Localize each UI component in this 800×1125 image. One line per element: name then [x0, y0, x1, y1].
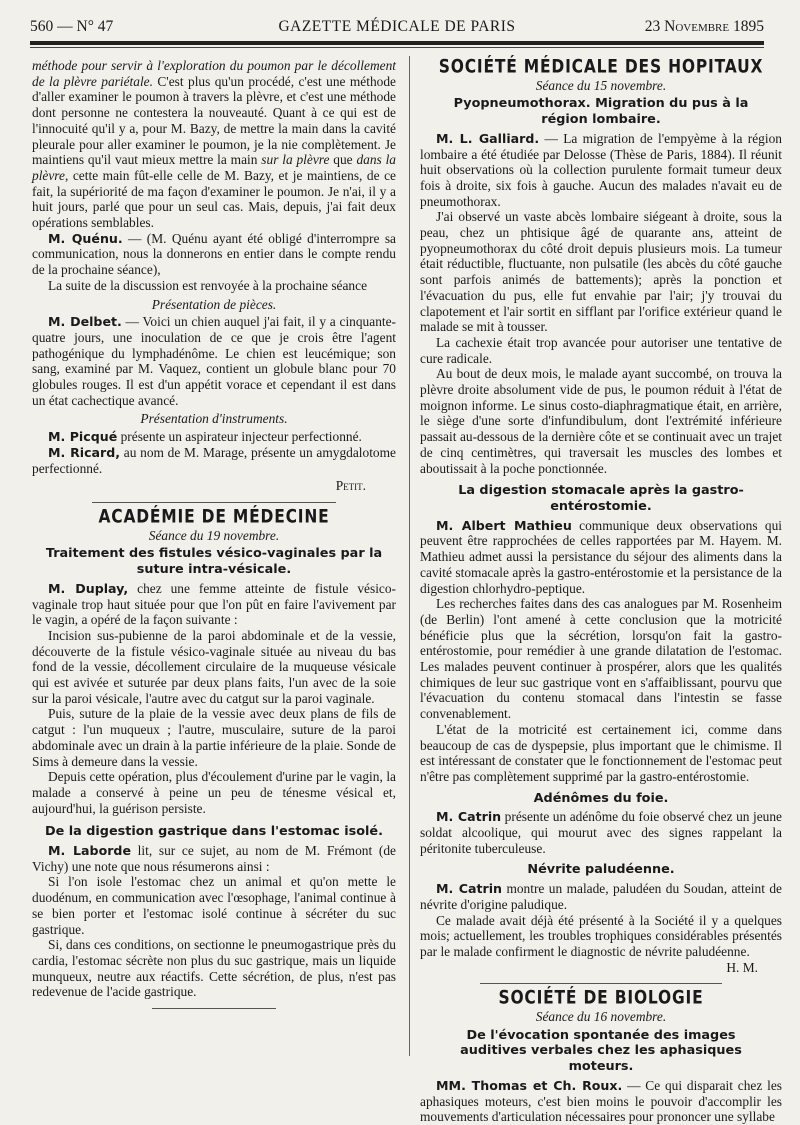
- paragraph-catrin-1: [420, 809, 782, 856]
- paragraph-ce-malade: Ce malade avait déjà été présenté à la Société il y a quelques mois; actuellement, les troubles trophiques considérables présentés par le malade confirment le diagnostic de névrite paludéenne.: [420, 912, 782, 959]
- text-segment: que: [329, 152, 357, 168]
- italic-dans-plevre: dans la plèvre: [32, 152, 396, 183]
- paragraph-picque: [32, 429, 396, 445]
- speaker-catrin: M. Catrin: [436, 881, 503, 897]
- pyopneumothorax-title: Pyopneumothorax. Migration du pus à la région lombaire.: [453, 96, 749, 128]
- paragraph-mathieu: [420, 518, 782, 597]
- italic-methode: méthode pour servir à l'exploration du poumon par le décollement de la plèvre pariétale.: [32, 58, 396, 89]
- paragraph-puis: Puis, suture de la plaie de la vessie avec deux plans de fils de catgut : l'un muqueux ; l'autre, musculaire, suture de la paroi abdominale avec un drain à la partie inférieure de la plaie. Sonde de Sims à demeure dans la vessie.: [32, 706, 396, 769]
- heading-presentation-pieces: Présentation de pièces.: [151, 296, 277, 312]
- text-segment: au nom de M. Marage, présente un amygdalotome perfectionné.: [32, 444, 396, 476]
- header-rule-thin: [30, 47, 764, 48]
- speaker-duplay: M. Duplay,: [48, 580, 129, 596]
- speaker-laborde: M. Laborde: [48, 843, 131, 859]
- paragraph-recherches: Les recherches faites dans des cas analogues par M. Rosenheim (de Berlin) l'ont amené à cette conclusion que la motricité bénéficie plus que la sécrétion, lorsqu'on fait la gastro-entérostomie, pour remédier à une grande dilatation de l'estomac. Les malades peuvent continuer à prospérer, alors que les qualités chimiques de leur suc gastrique vont en s'affaiblissant, pourvu que l'évacuation du contenu stomacal dans l'intestin se fasse convenablement.: [420, 596, 782, 722]
- speaker-mathieu: M. Albert Mathieu: [436, 517, 572, 533]
- paragraph-suite: La suite de la discussion est renvoyée à la prochaine séance: [48, 277, 368, 293]
- academie-title: ACADÉMIE DE MÉDECINE: [98, 506, 330, 528]
- evocation-title: De l'évocation spontanée des images auditives verbales chez les aphasiques moteurs.: [460, 1027, 742, 1075]
- paragraph-depuis: Depuis cette opération, plus d'écoulement d'urine par le vagin, la malade a conservé à peine un peu de ténesme vésical et, aujourd'hui, la guérison persiste.: [32, 769, 396, 816]
- text-segment: C'est plus qu'un procédé, c'est une méthode d'aller examiner le poumon à travers la plèvre, et c'est une méthode dont personne ne contestera la nouveauté. Quant à ce qui est de l'innocuité qu'il y a, pour M. Bazy, de mettre la main dans la cavité pleurale pour aller examiner le poumon, je la nie complètement. Je maintiens qu'il vaut mieux mettre la main: [32, 73, 396, 168]
- speaker-delbet: M. Delbet.: [48, 314, 122, 330]
- text-segment: communique deux observations qui peuvent être rapprochées de celles rapportées par M. Hayem. M. Mathieu admet aussi la persistance du séjour des aliments dans la cavité stomacale après la gastro-entérostomie et la persistance de la digestion chlorhydro-peptique.: [420, 517, 782, 596]
- paragraph-si-2: Si, dans ces conditions, on sectionne le pneumogastrique près du cardia, l'estomac sécrète non plus du suc gastrique, mais un liquide munqueux, neutre aux réactifs. Cette sécrétion, de plus, n'est pas redevenue de l'acide gastrique.: [32, 937, 396, 1000]
- signature-petit: Petit.: [335, 478, 366, 494]
- text-segment: chez une femme atteinte de fistule vésico-vaginale trop haut située pour que l'on pût en faire l'avivement par le vagin, a opéré de la façon suivante :: [32, 580, 397, 628]
- text-segment: lit, sur ce sujet, au nom de M. Frémont (de Vichy) une note que nous résumerons ainsi :: [32, 843, 396, 874]
- right-column: [420, 56, 782, 1125]
- digestion-stomacale-title: La digestion stomacale après la gastro-entérostomie.: [458, 483, 744, 514]
- issue-date: 23 Novembre 1895: [644, 18, 764, 35]
- end-rule: [152, 1008, 276, 1009]
- adenomes-title: Adénômes du foie.: [533, 790, 669, 806]
- running-header: [30, 18, 764, 40]
- text-segment: — La migration de l'empyème à la région lombaire a été étudiée par Delosse (Thèse de Paris, 1884). Il réunit huit observations où la collection purulente formait tumeur deux fois à droite, six fois à gauche. Aucun des malades n'avait eu de pneumothorax.: [420, 130, 782, 209]
- nevrite-title: Névrite paludéenne.: [527, 862, 675, 878]
- text-segment: — Voici un chien auquel j'ai fait, il y a cinquante-quatre jours, une inoculation de ce que je crois être l'agent pathogénique du lymphadénôme. Le chien est leucémique; son sang, examiné par M. Vaquez, contient un globule blanc pour 70 globules rouges. Il est d'un appétit vorace et cependant il est dans un état cachectique avancé.: [32, 314, 397, 408]
- section-divider: [92, 502, 336, 503]
- speaker-quenu: M. Quénu.: [48, 230, 123, 246]
- paragraph-thomas-roux: [420, 1078, 782, 1125]
- speaker-galliard: M. L. Galliard.: [436, 130, 540, 146]
- text-segment: montre un malade, paludéen du Soudan, atteint de névrite d'origine paludique.: [420, 881, 782, 912]
- paragraph-incision: Incision sus-pubienne de la paroi abdominale et de la vessie, découverte de la fistule vésico-vaginale située au niveau du bas fond de la vessie, décollement circulaire de la muqueuse vésicale qui est avivée et suturée par deux plans faits, l'un avec de la soie sur la paroi vésicale, l'autre avec du catgut sur la paroi vaginale.: [32, 627, 396, 706]
- paragraph-bout: Au bout de deux mois, le malade ayant succombé, on trouva la plèvre droite absolument vide de pus, le poumon réduit à l'état de moignon informe. Le sinus costo-diaphragmatique était, en arrière, le siège d'une sorte d'infundibulum, dont l'extrémité inférieure passait au-dessous de la dernière côte et se continuait avec un trajet de cinq centimètres, qui traversait les muscles des lombes et aboutissait à la poche ponctionnée.: [420, 366, 782, 476]
- text-segment: — Ce qui disparait chez les aphasiques moteurs, c'est bien moins le pouvoir d'accomplir les mouvements d'articulation nécessaires pour prononcer une syllabe: [420, 1077, 782, 1125]
- speaker-picque: M. Picqué: [48, 429, 118, 445]
- paragraph-ricard: [32, 445, 396, 476]
- header-rule-thick: [30, 41, 764, 45]
- paragraph-si-1: Si l'on isole l'estomac chez un animal et qu'on mette le duodénum, en communication avec l'œsophage, l'animal continue à se bien porter et l'estomac isolé continue à sécréter du suc gastrique.: [32, 874, 396, 937]
- text-segment: , cette main fût-elle celle de M. Bazy, et je maintiens, de ce fait, la supériorité de ma façon d'examiner le poumon. Je n'ai, il y a huit jours, parlé que pour un seul cas. Mais, depuis, j'ai fait deux opérations semblables.: [32, 167, 396, 231]
- paragraph-quenu: [32, 231, 396, 278]
- text-segment: présente un aspirateur injecteur perfectionné.: [117, 429, 362, 445]
- paragraph-duplay: [32, 581, 396, 628]
- paragraph-etat: L'état de la motricité est certainement ici, comme dans beaucoup de cas de dyspepsie, plus important que le chimisme. Il est intéressant de constater que le fonctionnement de l'estomac peut n'être pas complètement supprimé par la gastro-entérostomie.: [420, 721, 782, 784]
- speaker-ricard: M. Ricard,: [48, 444, 121, 460]
- digestion-isole-title: De la digestion gastrique dans l'estomac isolé.: [45, 824, 383, 840]
- journal-title: GAZETTE MÉDICALE DE PARIS: [278, 18, 516, 35]
- left-column: [32, 58, 396, 1056]
- speaker-catrin: M. Catrin: [436, 809, 502, 825]
- signature-hm: H. M.: [726, 959, 758, 975]
- hopitaux-seance: Séance du 15 novembre.: [535, 77, 667, 93]
- hopitaux-title: SOCIÉTÉ MÉDICALE DES HOPITAUX: [438, 56, 764, 78]
- paragraph-observe: J'ai observé un vaste abcès lombaire siégeant à droite, sous la peau, chez un phtisique âgé de quarante ans, atteint de pyopneumothorax du côté droit depuis plusieurs mois. La tumeur était réductible, fluctuante, non pulsatile (les abcès du côté gauche sont parfois animés de battements); après la ponction et l'évacuation du pus, elle fut envahie par l'air; j'y trouvai du clapotement et l'air sortit en sifflant par l'orifice extérieur quand le malade se mit à tousser.: [420, 209, 782, 335]
- paragraph-delbet: [32, 314, 396, 408]
- paragraph-galliard: [420, 131, 782, 210]
- biologie-title: SOCIÉTÉ DE BIOLOGIE: [498, 987, 704, 1009]
- paragraph-catrin-2: [420, 881, 782, 912]
- text-segment: présente un adénôme du foie observé chez un jeune soldat alcoolique, qui mourut avec des signes rappelant la péritonite tuberculeuse.: [420, 809, 782, 856]
- paragraph-poumon: [32, 58, 396, 231]
- paragraph-laborde: [32, 843, 396, 874]
- biologie-seance: Séance du 16 novembre.: [535, 1009, 667, 1025]
- column-divider: [409, 56, 410, 1056]
- italic-sur-plevre: sur la plèvre: [261, 152, 330, 168]
- paragraph-cachexie: La cachexie était trop avancée pour autoriser une tentative de cure radicale.: [420, 334, 782, 366]
- speaker-thomas-roux: MM. Thomas et Ch. Roux.: [436, 1077, 623, 1093]
- text-segment: — (M. Quénu ayant été obligé d'interrompre sa communication, nous la donnerons en entier dans le compte rendu de la prochaine séance),: [32, 230, 396, 278]
- section-divider: [480, 983, 722, 984]
- fistules-title: Traitement des fistules vésico-vaginales par la suture intra-vésicale.: [45, 546, 383, 578]
- heading-presentation-instruments: Présentation d'instruments.: [140, 411, 288, 427]
- academie-seance: Séance du 19 novembre.: [148, 527, 280, 543]
- page-number: 560 — N° 47: [30, 18, 114, 35]
